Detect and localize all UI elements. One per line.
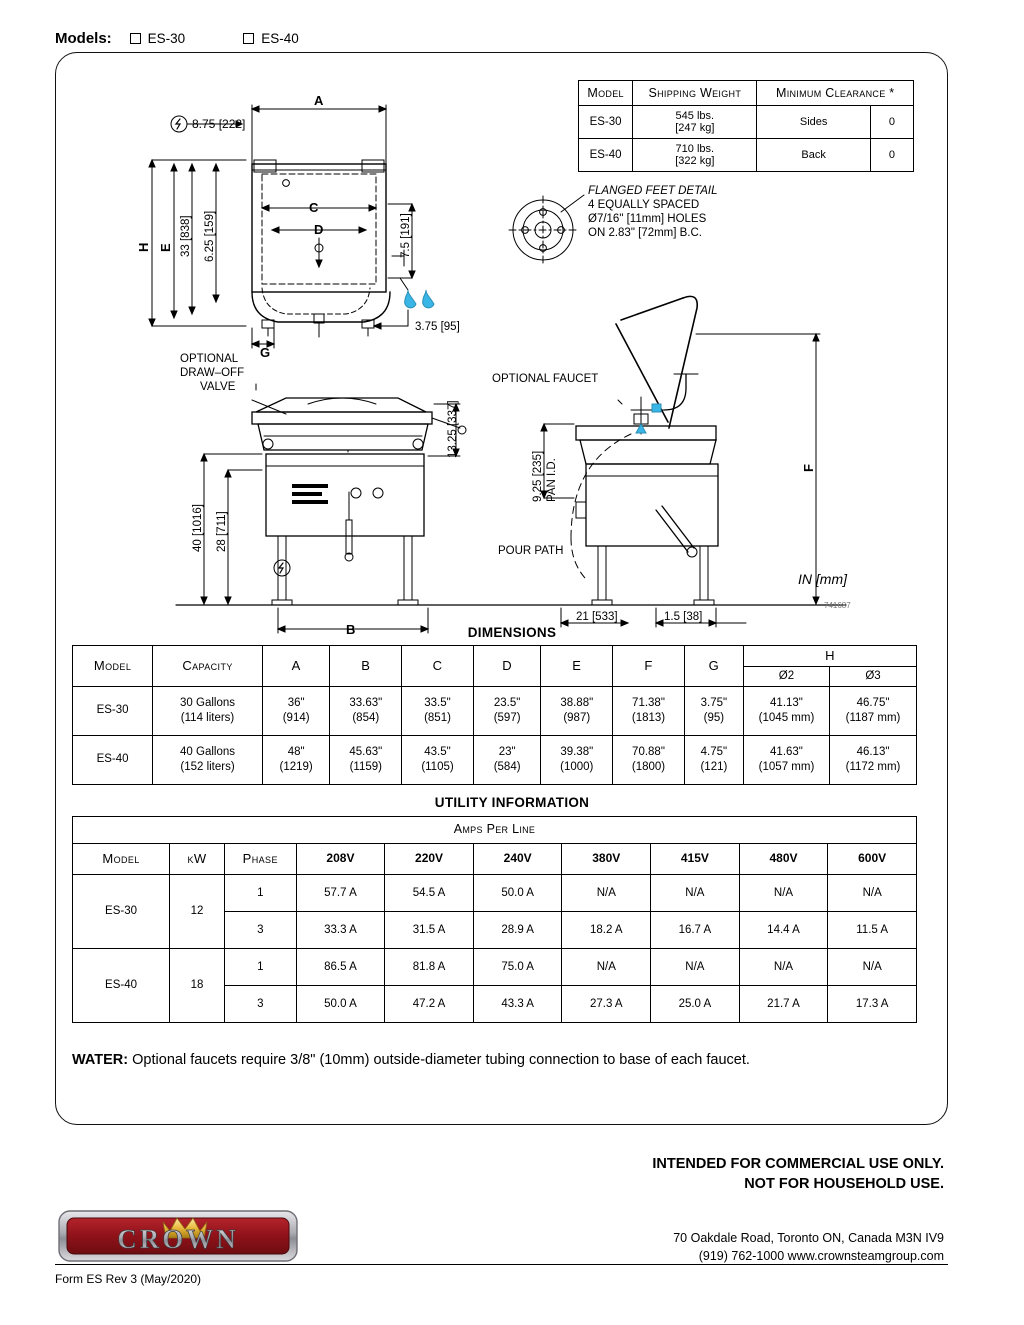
callout-pour-path: POUR PATH <box>498 545 564 557</box>
optional-drawoff-l2: DRAW–OFF <box>180 367 245 379</box>
dim-row-0-a-mm: (914) <box>282 711 310 724</box>
util-row-1-kw: 18 <box>170 948 225 1022</box>
checkbox-icon[interactable] <box>243 33 254 44</box>
util-row-0-kw: 12 <box>170 874 225 948</box>
dim-row-1-a <box>262 735 330 784</box>
dim-row-1-c-mm: (1105) <box>421 760 454 773</box>
dim-row-0-h2 <box>743 686 829 735</box>
dim-header-h-o3: Ø3 <box>830 667 917 686</box>
flanged-feet-l3: ON 2.83" [72mm] B.C. <box>588 227 703 239</box>
dim-row-0-a <box>262 686 330 735</box>
checkbox-icon[interactable] <box>130 33 141 44</box>
dim-row-0-h2-in: 41.13" <box>770 697 803 710</box>
commercial-line-1: INTENDED FOR COMMERCIAL USE ONLY. <box>652 1156 944 1172</box>
dim-row-0-c-in: 33.5" <box>424 697 451 710</box>
model-checkbox-es30[interactable] <box>130 31 186 46</box>
util-row-1-line-0-220v: 81.8 A <box>385 948 474 985</box>
dim-row-0-g <box>684 686 743 735</box>
ship-row-1-clearance-value: 0 <box>870 139 913 172</box>
commercial-line-2: NOT FOR HOUSEHOLD USE. <box>744 1175 944 1192</box>
callout-letter-H: H <box>136 242 151 252</box>
utility-table <box>72 816 917 1023</box>
callout-dim-33: 33 [838] <box>180 215 192 257</box>
utility-table-wrap <box>72 816 917 1023</box>
optional-faucet-label: OPTIONAL FAUCET <box>492 373 599 385</box>
dim-row-0-g-mm: (95) <box>703 711 725 724</box>
callout-dim-21: 21 [533] <box>576 611 618 623</box>
callout-dim-625: 6.25 [159] <box>204 210 216 262</box>
dim-row-0-h2-mm: (1045 mm) <box>758 711 815 724</box>
dim-row-1-capacity-gal: 40 Gallons <box>180 746 236 759</box>
models-line <box>55 30 299 47</box>
util-row-1-line-1-380v: 27.3 A <box>562 985 651 1022</box>
dim-row-1-c-in: 43.5" <box>424 746 451 759</box>
dim-row-1-f <box>613 735 685 784</box>
callout-letter-A: A <box>314 93 324 108</box>
dim-row-1-capacity-l: (152 liters) <box>180 760 235 773</box>
dim-row-1-f-mm: (1800) <box>631 760 666 773</box>
util-row-1-line-1-480v: 21.7 A <box>739 985 828 1022</box>
util-row-0-line-1-208v: 33.3 A <box>296 911 385 948</box>
util-row-1-line-1-240v: 43.3 A <box>473 985 562 1022</box>
dim-header-f: F <box>613 646 685 687</box>
table-row <box>73 874 917 911</box>
util-row-1-line-0-480v: N/A <box>739 948 828 985</box>
callout-letter-B: B <box>346 622 356 637</box>
dim-row-0-a-in: 36" <box>287 697 305 710</box>
dim-header-model: Model <box>73 646 153 687</box>
dim-row-1-f-in: 70.88" <box>632 746 665 759</box>
util-header-kw: kW <box>170 843 225 874</box>
util-header-480v: 480V <box>739 843 828 874</box>
util-header-208v: 208V <box>296 843 385 874</box>
address-line-2: (919) 762-1000 www.crownsteamgroup.com <box>698 1249 944 1264</box>
dim-row-1-e-in: 39.38" <box>560 746 594 759</box>
dim-row-0-model: ES-30 <box>73 686 153 735</box>
dim-row-0-f-in: 71.38" <box>632 697 665 710</box>
util-row-1-line-0-phase: 1 <box>224 948 296 985</box>
dim-row-1-g <box>684 735 743 784</box>
util-row-0-line-0-480v: N/A <box>739 874 828 911</box>
callout-dim-1325: 13.25 [337] <box>447 400 459 458</box>
util-row-0-line-0-600v: N/A <box>828 874 917 911</box>
dim-row-1-b-mm: (1159) <box>349 760 382 773</box>
water-note <box>72 1052 912 1068</box>
callout-units: IN [mm] <box>798 571 847 587</box>
util-row-1-line-1-600v: 17.3 A <box>828 985 917 1022</box>
dim-header-c: C <box>402 646 474 687</box>
table-row <box>73 948 917 985</box>
callout-letter-F: F <box>801 464 816 472</box>
util-row-0-line-0-415v: N/A <box>651 874 740 911</box>
ship-header-weight: Shipping Weight <box>633 81 757 106</box>
util-row-1-line-0-208v: 86.5 A <box>296 948 385 985</box>
footer-divider <box>55 1264 948 1265</box>
flanged-feet-l2: Ø7/16" [11mm] HOLES <box>588 213 707 225</box>
util-row-0-line-0-380v: N/A <box>562 874 651 911</box>
dim-row-0-d <box>473 686 541 735</box>
dim-row-0-capacity <box>153 686 263 735</box>
dimensions-title: DIMENSIONS <box>467 625 557 640</box>
dim-row-1-e <box>541 735 613 784</box>
util-row-1-line-1-220v: 47.2 A <box>385 985 474 1022</box>
callout-dim-375: 3.75 [95] <box>415 321 460 333</box>
dim-row-1-model: ES-40 <box>73 735 153 784</box>
table-row <box>579 139 914 172</box>
util-row-0-line-0-208v: 57.7 A <box>296 874 385 911</box>
model-checkbox-es40-label: ES-40 <box>261 31 299 46</box>
dim-row-1-c <box>402 735 474 784</box>
dim-row-1-d <box>473 735 541 784</box>
dim-row-1-a-mm: (1219) <box>279 760 313 773</box>
dim-row-1-g-mm: (121) <box>700 760 728 773</box>
water-note-label: WATER: <box>72 1052 129 1068</box>
dim-row-0-e <box>541 686 613 735</box>
dimensions-table <box>72 645 917 785</box>
util-row-1-line-1-phase: 3 <box>224 985 296 1022</box>
dimensions-table-wrap <box>72 645 917 785</box>
util-row-1-model: ES-40 <box>73 948 170 1022</box>
dim-row-1-h3 <box>830 735 917 784</box>
water-note-text: Optional faucets require 3/8" (10mm) outside-diameter tubing connection to base of each faucet. <box>132 1052 750 1068</box>
ship-header-clearance: Minimum Clearance * <box>757 81 914 106</box>
util-header-600v: 600V <box>828 843 917 874</box>
table-row <box>73 735 917 784</box>
util-header-phase: Phase <box>224 843 296 874</box>
ship-row-1-weight-kg: [322 kg] <box>675 155 715 167</box>
util-row-1-line-0-380v: N/A <box>562 948 651 985</box>
util-row-0-line-0-phase: 1 <box>224 874 296 911</box>
callout-dim-28: 28 [711] <box>216 511 228 552</box>
dim-row-0-h3-in: 46.75" <box>856 697 890 710</box>
callout-dim-40: 40 [1016] <box>192 504 204 552</box>
dim-header-b: B <box>330 646 402 687</box>
flanged-feet-l1: 4 EQUALLY SPACED <box>588 199 700 211</box>
dim-row-1-g-in: 4.75" <box>700 746 728 759</box>
util-row-1-line-1-415v: 25.0 A <box>651 985 740 1022</box>
dim-row-0-b-mm: (854) <box>352 711 380 724</box>
util-row-0-line-1-380v: 18.2 A <box>562 911 651 948</box>
ship-row-0-weight <box>633 106 757 139</box>
table-row <box>579 106 914 139</box>
util-row-0-model: ES-30 <box>73 874 170 948</box>
ship-header-model: Model <box>579 81 633 106</box>
callout-dim-925: 9.25 [235] <box>532 450 544 502</box>
util-header-415v: 415V <box>651 843 740 874</box>
dim-row-0-b <box>330 686 402 735</box>
dim-row-0-g-in: 3.75" <box>700 697 728 710</box>
ship-row-0-weight-lb: 545 lbs. <box>675 110 715 122</box>
callout-letter-E: E <box>158 243 173 252</box>
dim-row-1-a-in: 48" <box>287 746 305 759</box>
company-address <box>673 1229 944 1265</box>
dim-row-1-b-in: 45.63" <box>349 746 383 759</box>
commercial-use-notice <box>652 1155 944 1194</box>
ship-row-0-weight-kg: [247 kg] <box>675 122 715 134</box>
util-row-0-line-0-220v: 54.5 A <box>385 874 474 911</box>
ship-row-0-clearance-label: Sides <box>757 106 870 139</box>
dim-row-0-f <box>613 686 685 735</box>
optional-drawoff-l1: OPTIONAL <box>180 353 239 365</box>
dim-row-0-d-mm: (597) <box>493 711 521 724</box>
dim-header-e: E <box>541 646 613 687</box>
dim-row-1-h2 <box>743 735 829 784</box>
dim-row-0-capacity-l: (114 liters) <box>180 711 235 724</box>
dim-row-0-b-in: 33.63" <box>349 697 383 710</box>
util-row-0-line-1-415v: 16.7 A <box>651 911 740 948</box>
ship-row-0-clearance-value: 0 <box>870 106 913 139</box>
table-row <box>73 686 917 735</box>
dim-row-1-h2-in: 41.63" <box>770 746 803 759</box>
util-row-0-line-1-240v: 28.9 A <box>473 911 562 948</box>
callout-letter-C: C <box>309 200 319 215</box>
util-row-0-line-1-600v: 11.5 A <box>828 911 917 948</box>
address-line-1: 70 Oakdale Road, Toronto ON, Canada M3N IV9 <box>673 1231 944 1245</box>
util-header-model: Model <box>73 843 170 874</box>
dim-row-1-e-mm: (1000) <box>560 760 594 773</box>
ship-row-0-model: ES-30 <box>579 106 633 139</box>
dim-header-d: D <box>473 646 541 687</box>
dim-row-0-f-mm: (1813) <box>631 711 666 724</box>
utility-amps-header: Amps Per Line <box>73 817 917 844</box>
util-row-1-line-1-208v: 50.0 A <box>296 985 385 1022</box>
dim-row-0-c-mm: (851) <box>424 711 451 724</box>
dim-header-h: H <box>743 646 916 667</box>
util-row-1-line-0-415v: N/A <box>651 948 740 985</box>
dim-row-0-h3 <box>830 686 917 735</box>
dim-row-1-h3-in: 46.13" <box>856 746 890 759</box>
dim-header-capacity: Capacity <box>153 646 263 687</box>
crown-logo <box>58 1208 298 1264</box>
dim-row-1-h2-mm: (1057 mm) <box>758 760 815 773</box>
callout-dim-75: 7.5 [191] <box>400 213 412 258</box>
shipping-weight-table <box>578 80 914 172</box>
drawing-number: 741687 <box>824 601 851 610</box>
dim-header-h-o2: Ø2 <box>743 667 829 686</box>
util-row-1-line-0-240v: 75.0 A <box>473 948 562 985</box>
models-label: Models: <box>55 30 112 47</box>
dim-row-0-d-in: 23.5" <box>493 697 521 710</box>
dim-row-0-c <box>402 686 474 735</box>
optional-drawoff-l3: VALVE <box>200 381 236 393</box>
dim-row-0-capacity-gal: 30 Gallons <box>180 697 236 710</box>
util-row-0-line-1-220v: 31.5 A <box>385 911 474 948</box>
dim-row-1-b <box>330 735 402 784</box>
model-checkbox-es30-label: ES-30 <box>147 31 186 46</box>
dim-header-g: G <box>684 646 743 687</box>
flanged-feet-title: FLANGED FEET DETAIL <box>588 185 718 197</box>
dim-row-1-d-mm: (584) <box>493 760 521 773</box>
utility-title: UTILITY INFORMATION <box>434 795 590 810</box>
form-revision: Form ES Rev 3 (May/2020) <box>55 1272 202 1286</box>
util-row-1-line-0-600v: N/A <box>828 948 917 985</box>
util-row-0-line-1-phase: 3 <box>224 911 296 948</box>
util-row-0-line-0-240v: 50.0 A <box>473 874 562 911</box>
dim-row-1-d-in: 23" <box>498 746 516 759</box>
util-header-220v: 220V <box>385 843 474 874</box>
dim-row-0-e-mm: (987) <box>563 711 591 724</box>
ship-row-1-weight <box>633 139 757 172</box>
dim-row-1-h3-mm: (1172 mm) <box>845 760 901 773</box>
ship-row-1-model: ES-40 <box>579 139 633 172</box>
crown-logo-text: CROWN <box>117 1224 239 1254</box>
util-header-240v: 240V <box>473 843 562 874</box>
ship-row-1-weight-lb: 710 lbs. <box>675 143 715 155</box>
callout-pan-id: PAN I.D. <box>546 458 558 502</box>
dim-row-1-capacity <box>153 735 263 784</box>
util-header-380v: 380V <box>562 843 651 874</box>
dim-row-0-h3-mm: (1187 mm) <box>845 711 901 724</box>
callout-letter-G: G <box>260 345 271 360</box>
callout-letter-D: D <box>314 222 324 237</box>
dim-header-a: A <box>262 646 330 687</box>
util-row-0-line-1-480v: 14.4 A <box>739 911 828 948</box>
callout-dim-15: 1.5 [38] <box>664 611 703 623</box>
dim-row-0-e-in: 38.88" <box>560 697 594 710</box>
model-checkbox-es40[interactable] <box>243 31 299 46</box>
callout-electric-top: 8.75 [222] <box>192 117 246 131</box>
ship-row-1-clearance-label: Back <box>757 139 870 172</box>
